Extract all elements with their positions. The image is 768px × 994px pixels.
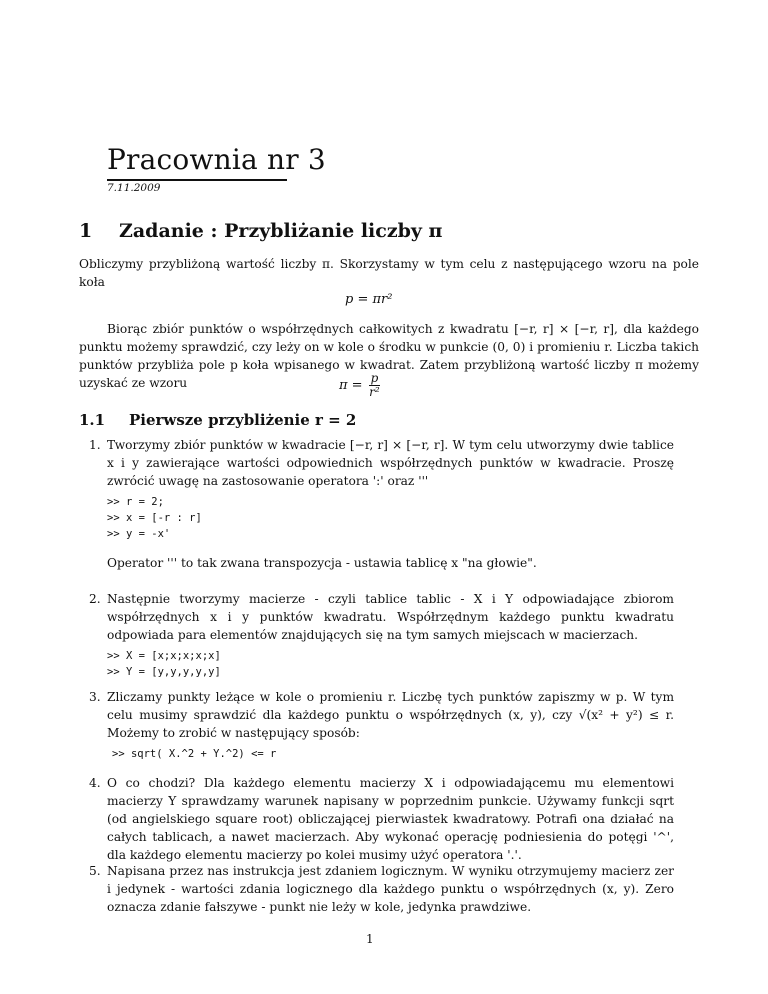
list-item-number: 3. [89, 690, 101, 704]
list-item-text: Tworzymy zbiór punktów w kwadracie [−r, r] × [−r, r]. W tym celu utworzymy dwie tablice x i y zawierające wartości odpowiednich współrzędnych punktów w kwadracie. Proszę zwrócić uwagę na zastosowanie operatora ':' oraz ''' [107, 438, 674, 488]
list-item [89, 774, 674, 864]
intro-paragraph: Obliczymy przybliżoną wartość liczby π. Skorzystamy w tym celu z następującego wzoru na pole koła [79, 257, 699, 289]
list-item-number: 4. [89, 776, 101, 790]
list-item-text: Następnie tworzymy macierze - czyli tablice tablic - X i Y odpowiadające zbiorom współrzędnych x i y punktów kwadratu. Współrzędnym każdego punktu kwadratu odpowiada para elementów znajdujących się na tym samych miejscach w macierzach. [107, 592, 674, 642]
method-paragraph: Biorąc zbiór punktów o współrzędnych całkowitych z kwadratu [−r, r] × [−r, r], dla każdego punktu możemy sprawdzić, czy leży on w kole o środku w punkcie (0, 0) i promieniu r. Liczba takich punktów przybliża pole p koła wpisanego w kwadrat. Zatem przybliżoną wartość liczby π możemy uzyskać ze wzoru [79, 322, 699, 390]
list-item [89, 688, 674, 742]
section-number: 1 [79, 220, 93, 242]
document-date: 7.11.2009 [107, 182, 161, 194]
equation-pi-lhs: π = [339, 378, 363, 393]
document-title: Pracownia nr 3 [107, 143, 326, 176]
title-underline [107, 179, 287, 181]
list-item [89, 590, 674, 644]
subsection-number: 1.1 [79, 411, 106, 429]
list-item-number: 2. [89, 592, 101, 606]
subsection-title: Pierwsze przybliżenie r = 2 [129, 411, 357, 429]
list-item-text: Zliczamy punkty leżące w kole o promieniu r. Liczbę tych punktów zapiszmy w p. W tym celu musimy sprawdzić dla każdego punktu o współrzędnych (x, y), czy √(x² + y²) ≤ r. Możemy to zrobić w następujący sposób: [107, 690, 674, 740]
list-item-number: 1. [89, 438, 101, 452]
equation-pi-fraction [369, 372, 381, 399]
equation-pi-numerator: p [370, 371, 379, 385]
list-item [89, 862, 674, 916]
subsection-heading [79, 411, 356, 429]
section-title: Zadanie : Przybliżanie liczby π [119, 220, 443, 242]
section-heading [79, 220, 442, 242]
code-block: >> X = [x;x;x;x;x] >> Y = [y,y,y,y,y] [107, 650, 221, 678]
page-number: 1 [366, 932, 374, 946]
equation-pi [339, 372, 380, 399]
equation-circle-area: p = πr² [345, 292, 393, 307]
list-item-text: Napisana przez nas instrukcja jest zdaniem logicznym. W wyniku otrzymujemy macierz zer i jedynek - wartości zdania logicznego dla każdego punktu o współrzędnych (x, y). Zero oznacza zdanie fałszywe - punkt nie leży w kole, jedynka prawdziwe. [107, 864, 674, 914]
list-item-number: 5. [89, 864, 101, 878]
code-block: >> r = 2; >> x = [-r : r] >> y = -x' [107, 496, 202, 540]
list-item [89, 436, 674, 490]
code-block: >> sqrt( X.^2 + Y.^2) <= r [112, 748, 277, 760]
equation-pi-denominator: r² [369, 385, 380, 399]
list-item-text: O co chodzi? Dla każdego elementu macierzy X i odpowiadającemu mu elementowi macierzy Y sprawdzamy warunek napisany w poprzednim punkcie. Używamy funkcji sqrt (od angielskiego square root) obliczającej pierwiastek kwadratowy. Potrafi ona działać na całych tablicach, a nawet macierzach. Aby wykonać operację podniesienia do potęgi '^', dla każdego elementu macierzy po kolei musimy użyć operatora '.'. [107, 776, 674, 862]
list-item-note: Operator ''' to tak zwana transpozycja - ustawia tablicę x "na głowie". [107, 556, 537, 570]
